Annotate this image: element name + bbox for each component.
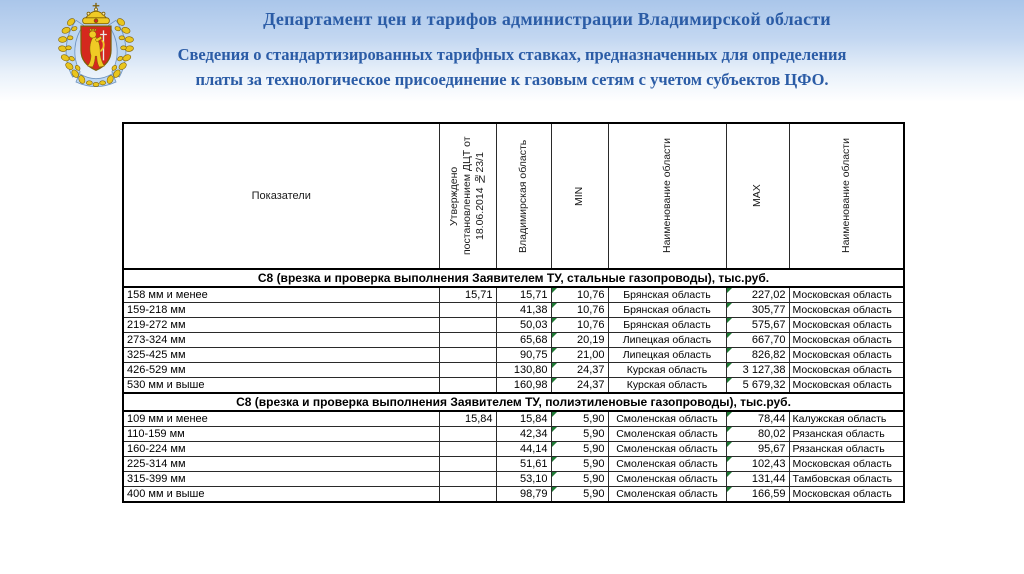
indicator-cell: 219-272 мм — [123, 318, 439, 333]
tariff-table-container — [122, 122, 905, 503]
table-row — [123, 472, 904, 487]
indicator-cell: 400 мм и выше — [123, 487, 439, 503]
column-header-5 — [726, 123, 789, 269]
max-value: 575,67 — [751, 319, 786, 331]
approved-cell — [439, 303, 496, 318]
min-value: 5,90 — [583, 413, 605, 425]
vladimir-cell: 65,68 — [496, 333, 551, 348]
table-row — [123, 333, 904, 348]
section-title: С8 (врезка и проверка выполнения Заявителем ТУ, полиэтиленовые газопроводы), тыс.руб. — [123, 393, 904, 411]
indicator-cell: 109 мм и менее — [123, 411, 439, 427]
cell-error-indicator-icon — [727, 442, 732, 447]
column-header-label: Наименование области — [660, 138, 673, 254]
max-region-cell: Московская область — [789, 487, 904, 503]
min-region-cell: Смоленская область — [608, 427, 726, 442]
max-value: 305,77 — [751, 304, 786, 316]
min-cell — [551, 411, 608, 427]
min-value: 24,37 — [576, 364, 605, 376]
min-value: 20,19 — [576, 334, 605, 346]
max-region-cell: Московская область — [789, 303, 904, 318]
max-cell — [726, 318, 789, 333]
max-cell — [726, 427, 789, 442]
min-cell — [551, 487, 608, 503]
cell-error-indicator-icon — [552, 288, 557, 293]
min-region-cell: Брянская область — [608, 303, 726, 318]
min-value: 24,37 — [576, 379, 605, 391]
max-cell — [726, 363, 789, 378]
max-value: 80,02 — [757, 428, 786, 440]
max-value: 227,02 — [751, 289, 786, 301]
table-row — [123, 363, 904, 378]
max-region-cell: Калужская область — [789, 411, 904, 427]
cell-error-indicator-icon — [727, 412, 732, 417]
min-value: 21,00 — [576, 349, 605, 361]
max-value: 78,44 — [757, 413, 786, 425]
cell-error-indicator-icon — [552, 472, 557, 477]
indicator-cell: 325-425 мм — [123, 348, 439, 363]
max-cell — [726, 378, 789, 394]
approved-cell — [439, 363, 496, 378]
min-region-cell: Брянская область — [608, 287, 726, 303]
cell-error-indicator-icon — [727, 457, 732, 462]
min-cell — [551, 287, 608, 303]
max-region-cell: Московская область — [789, 378, 904, 394]
column-header-3 — [551, 123, 608, 269]
approved-cell — [439, 427, 496, 442]
min-value: 10,76 — [576, 304, 605, 316]
section-title: С8 (врезка и проверка выполнения Заявителем ТУ, стальные газопроводы), тыс.руб. — [123, 269, 904, 287]
cell-error-indicator-icon — [552, 378, 557, 383]
min-region-cell: Смоленская область — [608, 472, 726, 487]
min-region-cell: Смоленская область — [608, 487, 726, 503]
cell-error-indicator-icon — [552, 457, 557, 462]
cell-error-indicator-icon — [552, 303, 557, 308]
indicator-cell: 426-529 мм — [123, 363, 439, 378]
cell-error-indicator-icon — [727, 487, 732, 492]
cell-error-indicator-icon — [552, 363, 557, 368]
cell-error-indicator-icon — [727, 472, 732, 477]
max-cell — [726, 303, 789, 318]
max-value: 131,44 — [751, 473, 786, 485]
max-region-cell: Московская область — [789, 333, 904, 348]
approved-cell — [439, 457, 496, 472]
max-value: 667,70 — [751, 334, 786, 346]
min-value: 10,76 — [576, 319, 605, 331]
table-row — [123, 303, 904, 318]
approved-cell — [439, 318, 496, 333]
max-region-cell: Московская область — [789, 318, 904, 333]
vladimir-cell: 41,38 — [496, 303, 551, 318]
max-cell — [726, 487, 789, 503]
table-row — [123, 487, 904, 503]
min-region-cell: Смоленская область — [608, 442, 726, 457]
column-header-label: Наименование области — [839, 138, 852, 254]
column-header-label: Утверждено постановлением ДЦТ от 18.06.2014 №23/1 — [448, 136, 486, 256]
approved-cell — [439, 442, 496, 457]
approved-cell — [439, 487, 496, 503]
max-cell — [726, 411, 789, 427]
cell-error-indicator-icon — [727, 378, 732, 383]
indicator-cell: 315-399 мм — [123, 472, 439, 487]
min-cell — [551, 363, 608, 378]
max-region-cell: Московская область — [789, 287, 904, 303]
page-subtitle-line-2: платы за технологическое присоединение к газовым сетям с учетом субъектов ЦФО. — [195, 70, 829, 89]
approved-cell — [439, 472, 496, 487]
max-region-cell: Московская область — [789, 348, 904, 363]
approved-cell — [439, 333, 496, 348]
cell-error-indicator-icon — [552, 442, 557, 447]
indicator-cell: 160-224 мм — [123, 442, 439, 457]
indicator-cell: 530 мм и выше — [123, 378, 439, 394]
vladimir-cell: 42,34 — [496, 427, 551, 442]
max-region-cell: Московская область — [789, 363, 904, 378]
column-header-2 — [496, 123, 551, 269]
min-cell — [551, 427, 608, 442]
min-cell — [551, 442, 608, 457]
min-region-cell: Курская область — [608, 363, 726, 378]
max-value: 102,43 — [751, 458, 786, 470]
max-value: 826,82 — [751, 349, 786, 361]
page-subtitle-line-1: Сведения о стандартизированных тарифных ставках, предназначенных для определения — [177, 45, 847, 64]
section-header-row — [123, 393, 904, 411]
approved-cell — [439, 348, 496, 363]
vladimir-cell: 98,79 — [496, 487, 551, 503]
cell-error-indicator-icon — [552, 487, 557, 492]
indicator-cell: 159-218 мм — [123, 303, 439, 318]
min-cell — [551, 457, 608, 472]
min-region-cell: Смоленская область — [608, 457, 726, 472]
vladimir-cell: 50,03 — [496, 318, 551, 333]
column-header-1 — [439, 123, 496, 269]
column-header-6 — [789, 123, 904, 269]
max-value: 3 127,38 — [742, 364, 786, 376]
cell-error-indicator-icon — [552, 318, 557, 323]
cell-error-indicator-icon — [727, 348, 732, 353]
indicator-cell: 225-314 мм — [123, 457, 439, 472]
vladimir-cell: 15,84 — [496, 411, 551, 427]
max-cell — [726, 348, 789, 363]
table-row — [123, 287, 904, 303]
min-value: 10,76 — [576, 289, 605, 301]
table-row — [123, 457, 904, 472]
approved-cell: 15,84 — [439, 411, 496, 427]
min-value: 5,90 — [583, 473, 605, 485]
cell-error-indicator-icon — [552, 333, 557, 338]
min-region-cell: Липецкая область — [608, 348, 726, 363]
section-header-row — [123, 269, 904, 287]
max-cell — [726, 442, 789, 457]
vladimir-cell: 53,10 — [496, 472, 551, 487]
min-region-cell: Брянская область — [608, 318, 726, 333]
vladimir-cell: 15,71 — [496, 287, 551, 303]
vladimir-cell: 51,61 — [496, 457, 551, 472]
table-row — [123, 318, 904, 333]
max-region-cell: Рязанская область — [789, 427, 904, 442]
cell-error-indicator-icon — [552, 412, 557, 417]
vladimir-cell: 44,14 — [496, 442, 551, 457]
indicator-cell: 273-324 мм — [123, 333, 439, 348]
table-header-row — [123, 123, 904, 269]
min-cell — [551, 348, 608, 363]
tariff-table — [122, 122, 905, 503]
min-value: 5,90 — [583, 443, 605, 455]
max-region-cell: Рязанская область — [789, 442, 904, 457]
min-value: 5,90 — [583, 428, 605, 440]
max-cell — [726, 333, 789, 348]
max-cell — [726, 287, 789, 303]
indicator-cell: 158 мм и менее — [123, 287, 439, 303]
table-row — [123, 348, 904, 363]
cell-error-indicator-icon — [727, 427, 732, 432]
min-region-cell: Курская область — [608, 378, 726, 394]
table-row — [123, 378, 904, 394]
max-cell — [726, 472, 789, 487]
cell-error-indicator-icon — [727, 318, 732, 323]
max-cell — [726, 457, 789, 472]
vladimir-cell: 130,80 — [496, 363, 551, 378]
page-subtitle — [0, 42, 1024, 92]
column-header-label: MIN — [573, 186, 585, 206]
column-header-label: Показатели — [251, 190, 311, 202]
column-header-label: Владимирская область — [517, 139, 529, 253]
page-title: Департамент цен и тарифов администрации Владимирской области — [263, 9, 831, 29]
min-cell — [551, 303, 608, 318]
approved-cell — [439, 378, 496, 394]
column-header-label: MAX — [751, 184, 763, 208]
table-row — [123, 427, 904, 442]
cell-error-indicator-icon — [727, 363, 732, 368]
table-row — [123, 442, 904, 457]
column-header-0 — [123, 123, 439, 269]
approved-cell: 15,71 — [439, 287, 496, 303]
vladimir-cell: 160,98 — [496, 378, 551, 394]
min-cell — [551, 333, 608, 348]
cell-error-indicator-icon — [727, 333, 732, 338]
max-region-cell: Тамбовская область — [789, 472, 904, 487]
min-region-cell: Смоленская область — [608, 411, 726, 427]
min-value: 5,90 — [583, 458, 605, 470]
cell-error-indicator-icon — [552, 427, 557, 432]
indicator-cell: 110-159 мм — [123, 427, 439, 442]
min-value: 5,90 — [583, 488, 605, 500]
table-row — [123, 411, 904, 427]
max-region-cell: Московская область — [789, 457, 904, 472]
max-value: 5 679,32 — [742, 379, 786, 391]
max-value: 95,67 — [757, 443, 786, 455]
min-cell — [551, 378, 608, 394]
min-region-cell: Липецкая область — [608, 333, 726, 348]
max-value: 166,59 — [751, 488, 786, 500]
column-header-4 — [608, 123, 726, 269]
vladimir-cell: 90,75 — [496, 348, 551, 363]
min-cell — [551, 318, 608, 333]
min-cell — [551, 472, 608, 487]
cell-error-indicator-icon — [727, 288, 732, 293]
cell-error-indicator-icon — [552, 348, 557, 353]
cell-error-indicator-icon — [727, 303, 732, 308]
